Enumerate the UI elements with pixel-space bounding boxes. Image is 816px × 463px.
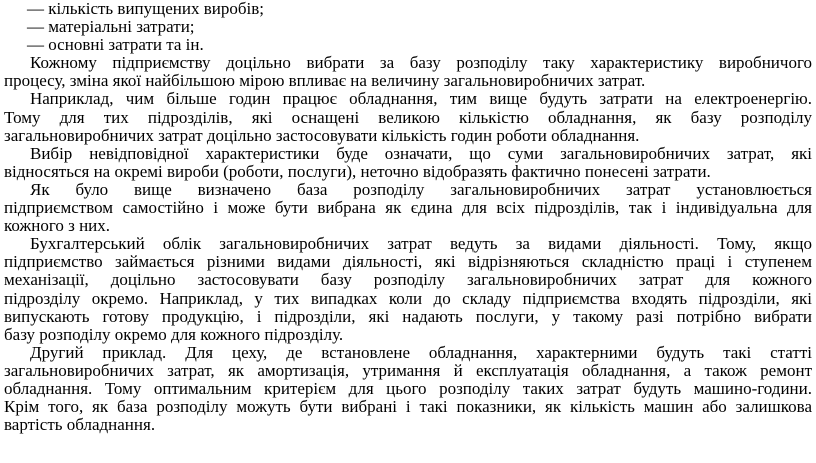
paragraph-line: випускають готову продукцію, і підрозділи, які надають послуги, у такому разі потрібно вибрати [4, 307, 812, 326]
paragraph-line: Другий приклад. Для цеху, де встановлене обладнання, характерними будуть такі статті [30, 343, 812, 362]
paragraph-line: Кожному підприємству доцільно вибрати за базу розподілу таку характеристику виробничого [30, 54, 812, 73]
paragraph-line: підприємство займається різними видами діяльності, які відрізняються складністю праці і ступенем [4, 253, 812, 272]
paragraph-line: загальновиробничих затрат, як амортизація, утримання й експлуатація обладнання, а також ремонт [4, 361, 812, 380]
paragraph-line: підрозділу окремо. Наприклад, у тих випадках коли до складу підприємства входять підрозділи, які [4, 289, 812, 308]
list-item: — кількість випущених виробів; [27, 0, 264, 18]
paragraph-line: підприємством самостійно і може бути вибрана як єдина для всіх підрозділів, так і індивідуальна для [4, 199, 812, 218]
paragraph-line: процесу, зміна якої найбільшою мірою впливає на величину загальновиробничих затрат. [4, 71, 646, 91]
paragraph-line: загальновиробничих затрат доцільно застосовувати кількість годин роботи обладнання. [4, 125, 640, 145]
paragraph [4, 90, 812, 144]
paragraph-line: Бухгалтерський облік загальновиробничих затрат ведуть за видами діяльності. Тому, якщо [30, 235, 812, 254]
paragraph-line: Як було вище визначено база розподілу загальновиробничих затрат установлюється [30, 180, 812, 199]
paragraph-line: відносяться на окремі вироби (роботи, послуги), неточно відобразять фактично понесені затрати. [4, 161, 711, 181]
paragraph-line: механізації, доцільно застосовувати базу розподілу загальновиробничих затрат для кожного [4, 271, 812, 290]
paragraph-line: Тому для тих підрозділів, які оснащені великою кількістю обладнання, як базу розподілу [4, 108, 812, 127]
paragraph [4, 181, 812, 235]
paragraph-line: базу розподілу окремо для кожного підрозділу. [4, 324, 344, 344]
paragraph [4, 54, 812, 90]
paragraph-line: вартість обладнання. [4, 415, 156, 435]
paragraph [4, 145, 812, 181]
paragraph-line: Наприклад, чим більше годин працює обладнання, тим вище будуть затрати на електроенергію. [30, 90, 812, 109]
paragraph-line: Вибір невідповідної характеристики буде означати, що суми загальновиробничих затрат, які [30, 144, 812, 163]
paragraph [4, 344, 812, 434]
paragraph-line: Крім того, як база розподілу можуть бути вибрані і такі показники, як кількість машин або залишкова [4, 398, 812, 417]
paragraph-line: обладнання. Тому оптимальним критерієм для цього розподілу таких затрат будуть машино-години. [4, 379, 812, 398]
paragraph [4, 235, 812, 344]
list-item: — основні затрати та ін. [27, 35, 204, 55]
list-item: — матеріальні затрати; [27, 17, 195, 37]
paragraph-line: кожного з них. [4, 216, 111, 236]
